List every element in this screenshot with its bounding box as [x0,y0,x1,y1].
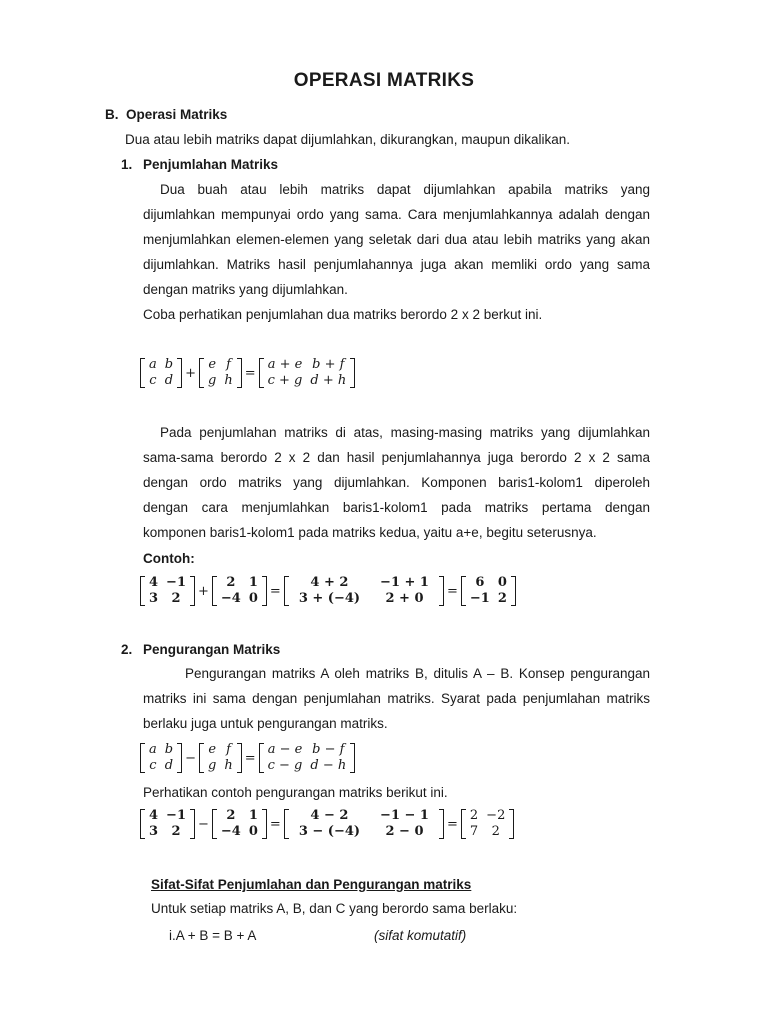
sifat-item: i.A + B = B + A [169,928,257,943]
matrix-cell: e [208,742,217,757]
matrix-cell: b [164,357,174,372]
s2-paragraph-line: Pengurangan matriks A oleh matriks B, ditulis A – B. Konsep pengurangan [185,666,650,681]
s2-paragraph-line: matriks ini sama dengan penjumlahan matriks. Syarat pada penjumlahan matriks [143,691,650,706]
plus-operator: + [185,365,196,381]
matrix-b [199,742,242,774]
matrix-cell: 2 [491,824,500,839]
sifat-title: Sifat-Sifat Penjumlahan dan Pengurangan matriks [151,877,472,892]
matrix-b [199,357,242,389]
matrix-cell: −2 [486,808,506,823]
matrix-cell: d − h [310,758,347,773]
matrix-cell: 2 [171,824,181,839]
matrix-cell: 4 + 2 [310,575,349,590]
matrix-cell: 3 − (−4) [298,824,361,839]
matrix-cell: 2 − 0 [385,824,424,839]
matrix-cell: 3 [149,824,159,839]
equals-operator: = [269,583,281,599]
example-matrix-a [140,808,195,840]
matrix-cell: e [208,357,217,372]
matrix-cell: 4 [149,575,159,590]
matrix-cell: c − g [267,758,303,773]
equals-operator: = [269,816,281,832]
matrix-cell: b + f [312,357,345,372]
example-matrix-result [461,808,514,840]
addition-example [140,575,516,607]
matrix-cell: −1 + 1 [380,575,429,590]
matrix-cell: a [149,357,157,372]
s1-paragraph-line: menjumlahkan elemen-elemen yang seletak dari dua atau lebih matriks yang akan [143,232,650,247]
matrix-cell: f [226,357,231,372]
matrix-cell: 7 [469,824,479,839]
example-matrix-middle [284,575,444,607]
matrix-cell: c [149,373,157,388]
equals-operator: = [446,816,458,832]
matrix-cell: d [164,373,174,388]
matrix-cell: −1 [166,575,186,590]
equals-operator: = [244,365,256,381]
matrix-cell: a + e [267,357,303,372]
s1-number: 1. [121,157,133,172]
matrix-cell: h [224,373,233,388]
matrix-result [259,357,356,389]
matrix-cell: a [149,742,157,757]
matrix-cell: 1 [248,575,258,590]
matrix-cell: 2 [226,575,236,590]
matrix-cell: −1 − 1 [380,808,429,823]
matrix-cell: 0 [497,575,507,590]
s1-explanation-line: dengan ordo matriks yang dijumlahkan. Komponen baris1-kolom1 diperoleh [143,475,650,490]
matrix-cell: g [208,373,217,388]
s2-example-intro: Perhatikan contoh pengurangan matriks berikut ini. [143,785,448,800]
s1-paragraph-line: dengan matriks yang dijumlahkan. [143,282,348,297]
example-matrix-result [461,575,516,607]
s2-paragraph-line: berlaku juga untuk pengurangan matriks. [143,716,388,731]
page-title: OPERASI MATRIKS [293,70,475,91]
matrix-cell: h [224,758,233,773]
s1-paragraph-line: dijumlahkan mempunyai ordo yang sama. Cara menjumlahkannya adalah dengan [143,207,650,222]
s2-title: Pengurangan Matriks [143,642,281,657]
matrix-cell: c [149,758,157,773]
matrix-cell: 2 [469,808,479,823]
example-matrix-middle [284,808,444,840]
example-matrix-a [140,575,195,607]
matrix-cell: −4 [220,824,241,839]
addition-formula [140,357,355,389]
matrix-cell: −1 [469,591,490,606]
minus-operator: − [198,816,209,832]
contoh-label: Contoh: [143,551,195,566]
subtraction-formula [140,742,355,774]
s1-paragraph-line: Coba perhatikan penjumlahan dua matriks berordo 2 x 2 berkut ini. [143,307,543,322]
subtraction-example [140,808,514,840]
matrix-a [140,742,182,774]
s1-explanation-line: komponen baris1-kolom1 pada matriks kedua, yaitu a+e, begitu seterusnya. [143,525,597,540]
s1-title: Penjumlahan Matriks [143,157,279,172]
matrix-cell: 3 [149,591,159,606]
s1-paragraph-line: Dua buah atau lebih matriks dapat dijumlahkan apabila matriks yang [160,182,650,197]
matrix-cell: f [226,742,231,757]
matrix-cell: −1 [166,808,186,823]
matrix-cell: a − e [267,742,303,757]
matrix-cell: 2 [226,808,236,823]
matrix-cell: g [208,758,217,773]
matrix-cell: 4 [149,808,159,823]
matrix-cell: 1 [248,808,258,823]
section-b-intro: Dua atau lebih matriks dapat dijumlahkan, dikurangkan, maupun dikalikan. [125,132,571,147]
matrix-cell: 2 + 0 [385,591,424,606]
plus-operator: + [198,583,209,599]
matrix-cell: 0 [248,824,258,839]
matrix-cell: 4 − 2 [310,808,349,823]
matrix-cell: 2 [171,591,181,606]
matrix-result [259,742,356,774]
matrix-cell: 3 + (−4) [298,591,361,606]
s2-number: 2. [121,642,133,657]
sifat-item-note: (sifat komutatif) [374,928,467,943]
s1-explanation-line: dengan cara menjumlahkan baris1-kolom1 pada matriks pertama dengan [143,500,650,515]
sifat-intro: Untuk setiap matriks A, B, dan C yang berordo sama berlaku: [151,901,518,916]
matrix-cell: 2 [497,591,507,606]
matrix-cell: b [164,742,174,757]
equals-operator: = [446,583,458,599]
matrix-a [140,357,182,389]
matrix-cell: d [164,758,174,773]
s1-explanation-line: sama-sama berordo 2 x 2 dan hasil penjumlahannya juga berordo 2 x 2 sama [143,450,650,465]
s1-paragraph-line: dijumlahkan. Matriks hasil penjumlahannya juga akan memliki ordo yang sama [143,257,650,272]
matrix-cell: d + h [310,373,347,388]
equals-operator: = [244,750,256,766]
section-b-title: Operasi Matriks [126,107,228,122]
section-b-label: B. [105,107,119,122]
example-matrix-b [212,575,267,607]
matrix-cell: b − f [312,742,345,757]
example-matrix-b [212,808,267,840]
matrix-cell: c + g [267,373,303,388]
minus-operator: − [185,750,196,766]
s1-explanation-line: Pada penjumlahan matriks di atas, masing-masing matriks yang dijumlahkan [160,425,650,440]
matrix-cell: −4 [220,591,241,606]
matrix-cell: 0 [248,591,258,606]
matrix-cell: 6 [475,575,485,590]
